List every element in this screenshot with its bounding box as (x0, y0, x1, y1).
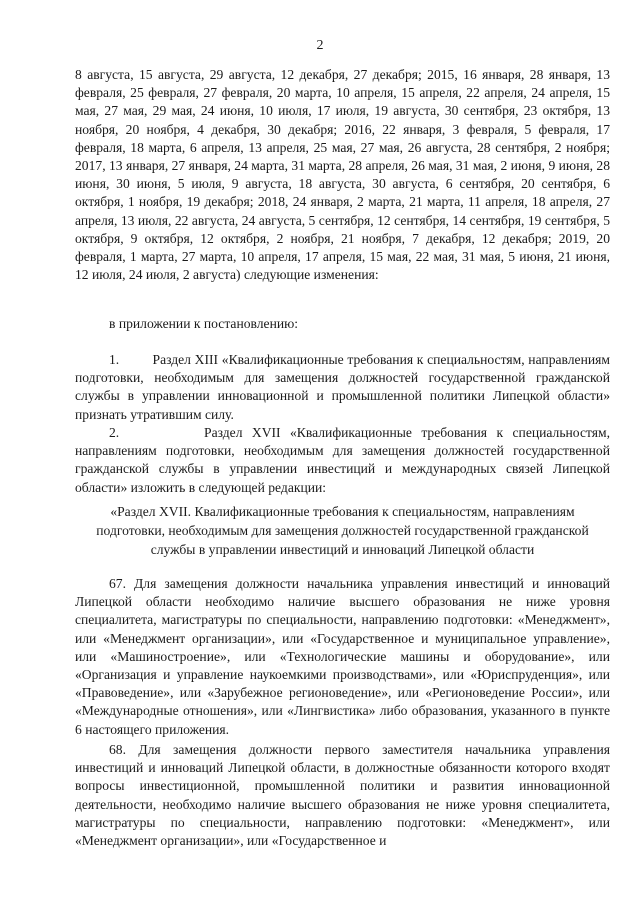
section-title: «Раздел XVII. Квалификационные требования к специальностям, направлениям подготовки, необходимым для замещения должностей государственной гражданской службы в управлении инвестиций и инноваций Липецкой области (96, 504, 589, 557)
intro-text: 8 августа, 15 августа, 29 августа, 12 декабря, 27 декабря; 2015, 16 января, 28 января, 13 февраля, 25 февраля, 27 февраля, 20 марта, 10 апреля, 15 апреля, 22 апреля, 24 апреля, 15 мая, 27 мая, 29 мая, 24 июня, 10 июля, 17 июля, 19 августа, 30 сентября, 23 октября, 13 ноября, 20 ноября, 4 декабря, 30 декабря; 2016, 22 января, 3 февраля, 5 февраля, 17 февраля, 18 марта, 6 апреля, 13 апреля, 25 мая, 27 мая, 26 августа, 28 сентября, 2 ноября; 2017, 13 января, 27 января, 24 марта, 31 марта, 28 апреля, 26 мая, 31 мая, 2 июня, 9 июня, 28 июня, 30 июня, 5 июля, 9 августа, 18 августа, 30 августа, 6 сентября, 20 сентября, 6 октября, 1 ноября, 19 декабря; 2018, 24 января, 2 марта, 21 марта, 11 апреля, 18 апреля, 27 апреля, 13 июля, 22 августа, 24 августа, 5 сентября, 12 сентября, 14 сентября, 19 сентября, 5 октября, 9 октября, 12 октября, 2 ноября, 21 ноября, 7 декабря, 12 декабря; 2019, 20 февраля, 1 марта, 27 марта, 10 апреля, 17 апреля, 15 мая, 22 мая, 31 мая, 5 июня, 21 июня, 12 июля, 24 июля, 2 августа) следующие изменения: (75, 67, 610, 283)
paragraph-67-text: 67. Для замещения должности начальника управления инвестиций и инноваций Липецкой области необходимо наличие высшего образования не ниже уровня специалитета, магистратуры по специальности, направлению подготовки: «Менеджмент», или «Менеджмент организации», или «Государственное и муниципальное управление», или «Машиностроение», или «Технологические машины и оборудование», или «Организация и управление наукоемкими производствами», или «Юриспруденция», или «Правоведение», или «Зарубежное регионоведение», или «Регионоведение России», или «Международные отношения», или «Лингвистика» либо образования, указанного в пункте 6 настоящего приложения. (75, 576, 610, 737)
item-2-text: 2. Раздел XVII «Квалификационные требования к специальностям, направлениям подготовки, необходимым для замещения должностей государственной гражданской службы в управлении инвестиций и международных связей Липецкой области» изложить в следующей редакции: (75, 425, 610, 495)
annex-line: в приложении к постановлению: (109, 316, 299, 331)
intro-paragraph (75, 66, 610, 284)
item-2-paragraph (75, 424, 610, 497)
paragraph-68-text: 68. Для замещения должности первого заместителя начальника управления инвестиций и инноваций Липецкой области, в должностные обязанности которого входят вопросы инвестиционной, промышленной политики и развития инновационной деятельности, необходимо наличие высшего образования не ниже уровня специалитета, магистратуры по специальности, направлению подготовки: «Менеджмент», или «Менеджмент организации», или «Государственное и (75, 742, 610, 849)
paragraph-67 (75, 575, 610, 739)
annex-paragraph (75, 315, 610, 333)
paragraph-68 (75, 741, 610, 850)
item-1-text: 1. Раздел XIII «Квалификационные требования к специальностям, направлениям подготовки, необходимым для замещения должностей государственной гражданской службы в управлении инновационной и промышленной политики Липецкой области» признать утратившим силу. (75, 352, 610, 422)
item-1-paragraph (75, 351, 610, 424)
page-number: 2 (316, 38, 324, 53)
